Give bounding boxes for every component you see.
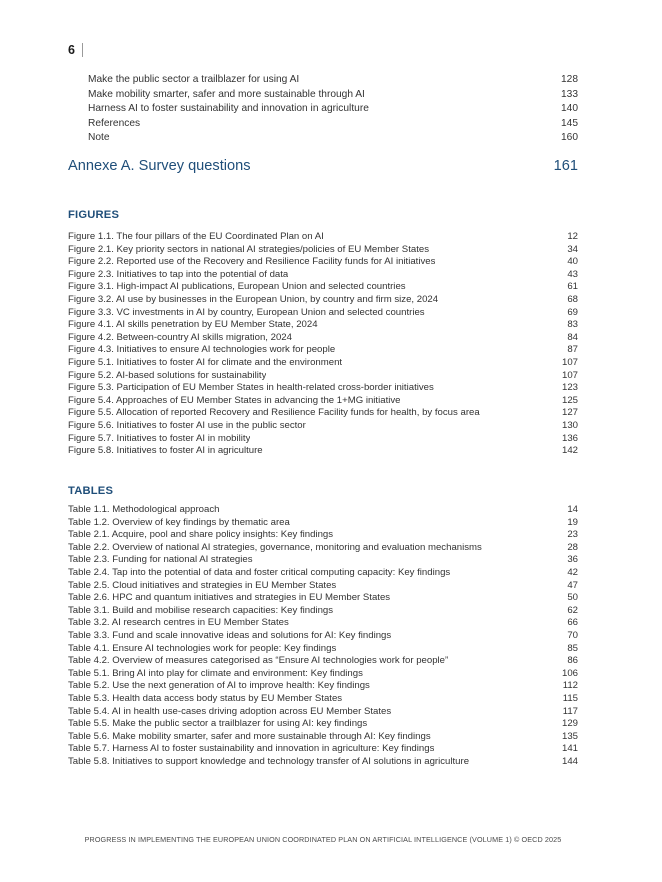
toc-entry-page: 84	[567, 331, 578, 343]
toc-entry-figure[interactable]	[68, 357, 578, 370]
toc-entry-label: Make mobility smarter, safer and more sustainable through AI	[88, 88, 365, 100]
toc-entry-page: 12	[567, 231, 578, 242]
toc-entry-label: Figure 1.1. The four pillars of the EU Coordinated Plan on AI	[68, 231, 324, 242]
toc-entry-label: References	[88, 117, 141, 129]
toc-entry-label: Table 2.6. HPC and quantum initiatives and strategies in EU Member States	[68, 592, 391, 604]
toc-entry-table[interactable]	[68, 668, 578, 681]
toc-entry-page: 161	[553, 158, 578, 174]
continued-contents-list	[68, 73, 578, 146]
toc-entry-page: 23	[567, 529, 578, 541]
toc-entry-page: 142	[561, 445, 578, 457]
toc-entry-figure[interactable]	[68, 319, 578, 332]
toc-entry-label: Figure 4.1. AI skills penetration by EU Member State, 2024	[68, 319, 318, 331]
toc-entry-page: 47	[567, 579, 578, 591]
toc-entry-figure[interactable]	[68, 420, 578, 433]
toc-entry-page: 70	[567, 629, 578, 641]
toc-entry-page: 83	[567, 319, 578, 331]
toc-entry-table[interactable]	[68, 517, 578, 530]
toc-entry-label: Figure 5.1. Initiatives to foster AI for climate and the environment	[68, 356, 343, 368]
toc-entry-page: 61	[567, 281, 578, 293]
toc-entry-label: Table 5.2. Use the next generation of AI to improve health: Key findings	[68, 680, 370, 692]
toc-entry-table[interactable]	[68, 655, 578, 668]
toc-entry-page: 66	[567, 617, 578, 629]
tables-list	[68, 504, 578, 768]
toc-entry-label: Note	[88, 132, 110, 144]
toc-entry-page: 107	[561, 369, 578, 381]
toc-entry-label: Table 5.3. Health data access body status by EU Member States	[68, 692, 343, 704]
toc-entry-continued[interactable]	[68, 102, 578, 117]
toc-entry-page: 129	[561, 718, 578, 730]
toc-entry-label: Figure 5.3. Participation of EU Member States in health-related cross-border initiatives	[68, 382, 434, 394]
toc-entry-table[interactable]	[68, 731, 578, 744]
toc-entry-label: Figure 3.1. High-impact AI publications, European Union and selected countries	[68, 281, 406, 293]
toc-entry-label: Annexe A. Survey questions	[68, 158, 251, 174]
running-head-divider	[82, 43, 83, 57]
toc-entry-table[interactable]	[68, 643, 578, 656]
toc-entry-table[interactable]	[68, 617, 578, 630]
toc-entry-figure[interactable]	[68, 332, 578, 345]
toc-entry-figure[interactable]	[68, 307, 578, 320]
toc-entry-label: Table 2.2. Overview of national AI strategies, governance, monitoring and evaluation mechanisms	[68, 541, 482, 553]
toc-entry-page: 40	[567, 256, 578, 268]
toc-entry-page: 160	[561, 132, 578, 144]
toc-entry-figure[interactable]	[68, 294, 578, 307]
page-folio-number: 6	[68, 42, 75, 57]
toc-entry-page: 62	[567, 604, 578, 616]
toc-entry-table[interactable]	[68, 504, 578, 517]
toc-entry-page: 19	[567, 516, 578, 528]
toc-entry-table[interactable]	[68, 718, 578, 731]
toc-entry-table[interactable]	[68, 542, 578, 555]
toc-entry-continued[interactable]	[68, 73, 578, 88]
toc-entry-label: Figure 5.2. AI-based solutions for sustainability	[68, 369, 267, 381]
toc-entry-figure[interactable]	[68, 395, 578, 408]
toc-entry-figure[interactable]	[68, 382, 578, 395]
toc-entry-page: 136	[561, 432, 578, 444]
toc-entry-page: 130	[561, 419, 578, 431]
toc-entry-label: Table 1.1. Methodological approach	[68, 504, 220, 515]
toc-entry-page: 135	[561, 730, 578, 742]
toc-entry-page: 68	[567, 293, 578, 305]
toc-entry-page: 107	[561, 356, 578, 368]
toc-entry-label: Figure 4.3. Initiatives to ensure AI technologies work for people	[68, 344, 336, 356]
toc-entry-label: Figure 5.5. Allocation of reported Recovery and Resilience Facility funds for health, by focus area	[68, 407, 480, 419]
figures-list	[68, 231, 578, 458]
toc-entry-figure[interactable]	[68, 407, 578, 420]
toc-entry-label: Table 3.3. Fund and scale innovative ideas and solutions for AI: Key findings	[68, 629, 392, 641]
toc-entry-table[interactable]	[68, 756, 578, 769]
toc-entry-continued[interactable]	[68, 88, 578, 103]
toc-entry-continued[interactable]	[68, 131, 578, 146]
toc-entry-annexe-a[interactable]	[68, 157, 578, 176]
toc-entry-page: 85	[567, 642, 578, 654]
toc-entry-page: 34	[567, 243, 578, 255]
toc-entry-label: Figure 2.3. Initiatives to tap into the potential of data	[68, 268, 289, 280]
toc-entry-table[interactable]	[68, 693, 578, 706]
toc-entry-label: Figure 4.2. Between-country AI skills migration, 2024	[68, 331, 292, 343]
toc-entry-table[interactable]	[68, 554, 578, 567]
toc-entry-page: 86	[567, 655, 578, 667]
toc-entry-label: Table 2.1. Acquire, pool and share policy insights: Key findings	[68, 529, 334, 541]
toc-entry-label: Figure 3.2. AI use by businesses in the European Union, by country and firm size, 2024	[68, 293, 439, 305]
page-footer: PROGRESS IN IMPLEMENTING THE EUROPEAN UNION COORDINATED PLAN ON ARTIFICIAL INTELLIGENCE (VOLUME 1) © OECD 2025	[84, 835, 562, 844]
toc-entry-table[interactable]	[68, 529, 578, 542]
toc-entry-label: Figure 2.2. Reported use of the Recovery and Resilience Facility funds for AI initiatives	[68, 256, 436, 268]
toc-entry-label: Make the public sector a trailblazer for using AI	[88, 74, 300, 85]
toc-entry-continued[interactable]	[68, 117, 578, 132]
toc-entry-page: 125	[561, 394, 578, 406]
figures-section-heading: FIGURES	[68, 209, 120, 221]
toc-entry-page: 145	[561, 117, 578, 129]
toc-entry-label: Table 2.4. Tap into the potential of data and foster critical computing capacity: Key findings	[68, 566, 451, 578]
toc-entry-label: Table 5.6. Make mobility smarter, safer and more sustainable through AI: Key findings	[68, 730, 431, 742]
toc-entry-page: 115	[562, 692, 578, 704]
toc-entry-page: 28	[567, 541, 578, 553]
toc-entry-table[interactable]	[68, 580, 578, 593]
toc-entry-table[interactable]	[68, 630, 578, 643]
toc-entry-label: Table 4.1. Ensure AI technologies work for people: Key findings	[68, 642, 337, 654]
toc-entry-label: Table 5.5. Make the public sector a trailblazer for using AI: key findings	[68, 718, 368, 730]
toc-entry-figure[interactable]	[68, 256, 578, 269]
toc-entry-figure[interactable]	[68, 244, 578, 257]
toc-entry-label: Table 2.3. Funding for national AI strategies	[68, 554, 253, 566]
toc-entry-figure[interactable]	[68, 433, 578, 446]
toc-entry-page: 127	[561, 407, 578, 419]
toc-entry-page: 42	[567, 566, 578, 578]
toc-entry-table[interactable]	[68, 567, 578, 580]
toc-entry-label: Figure 5.4. Approaches of EU Member States in advancing the 1+MG initiative	[68, 394, 401, 406]
toc-entry-label: Table 4.2. Overview of measures categorised as “Ensure AI technologies work for people”	[68, 655, 449, 667]
toc-entry-label: Table 3.1. Build and mobilise research capacities: Key findings	[68, 604, 334, 616]
toc-entry-page: 50	[567, 592, 578, 604]
toc-entry-page: 106	[561, 667, 578, 679]
toc-entry-label: Table 2.5. Cloud initiatives and strategies in EU Member States	[68, 579, 337, 591]
toc-entry-label: Table 5.4. AI in health use-cases driving adoption across EU Member States	[68, 705, 392, 717]
toc-entry-page: 69	[567, 306, 578, 318]
toc-entry-page: 87	[567, 344, 578, 356]
running-head	[68, 42, 83, 58]
toc-entry-label: Figure 5.7. Initiatives to foster AI in mobility	[68, 432, 251, 444]
toc-entry-label: Table 5.7. Harness AI to foster sustainability and innovation in agriculture: Key findings	[68, 743, 435, 755]
toc-entry-figure[interactable]	[68, 269, 578, 282]
toc-entry-page: 133	[561, 88, 578, 100]
toc-entry-page: 144	[561, 755, 578, 767]
toc-entry-label: Table 3.2. AI research centres in EU Member States	[68, 617, 289, 629]
toc-entry-label: Figure 2.1. Key priority sectors in national AI strategies/policies of EU Member States	[68, 243, 429, 255]
toc-entry-figure[interactable]	[68, 281, 578, 294]
toc-entry-label: Table 1.2. Overview of key findings by thematic area	[68, 516, 290, 528]
toc-entry-page: 36	[567, 554, 578, 566]
toc-entry-page: 43	[567, 268, 578, 280]
toc-entry-page: 117	[562, 705, 578, 717]
toc-entry-figure[interactable]	[68, 344, 578, 357]
toc-entry-table[interactable]	[68, 743, 578, 756]
toc-entry-page: 112	[562, 680, 578, 692]
toc-entry-table[interactable]	[68, 680, 578, 693]
toc-entry-page: 128	[561, 74, 578, 85]
toc-entry-label: Figure 5.8. Initiatives to foster AI in agriculture	[68, 445, 263, 457]
toc-entry-figure[interactable]	[68, 231, 578, 244]
toc-entry-figure[interactable]	[68, 445, 578, 458]
toc-entry-table[interactable]	[68, 706, 578, 719]
toc-entry-label: Figure 3.3. VC investments in AI by country, European Union and selected countries	[68, 306, 425, 318]
toc-entry-label: Table 5.1. Bring AI into play for climate and environment: Key findings	[68, 667, 363, 679]
toc-entry-page: 14	[567, 504, 578, 515]
toc-entry-figure[interactable]	[68, 370, 578, 383]
tables-section-heading: TABLES	[68, 485, 114, 497]
toc-entry-page: 140	[561, 103, 578, 115]
toc-entry-page: 123	[561, 382, 578, 394]
toc-entry-label: Harness AI to foster sustainability and innovation in agriculture	[88, 103, 369, 115]
toc-entry-table[interactable]	[68, 605, 578, 618]
toc-entry-table[interactable]	[68, 592, 578, 605]
toc-entry-label: Table 5.8. Initiatives to support knowledge and technology transfer of AI solutions in agriculture	[68, 755, 470, 767]
toc-entry-label: Figure 5.6. Initiatives to foster AI use in the public sector	[68, 419, 306, 431]
toc-entry-page: 141	[561, 743, 578, 755]
